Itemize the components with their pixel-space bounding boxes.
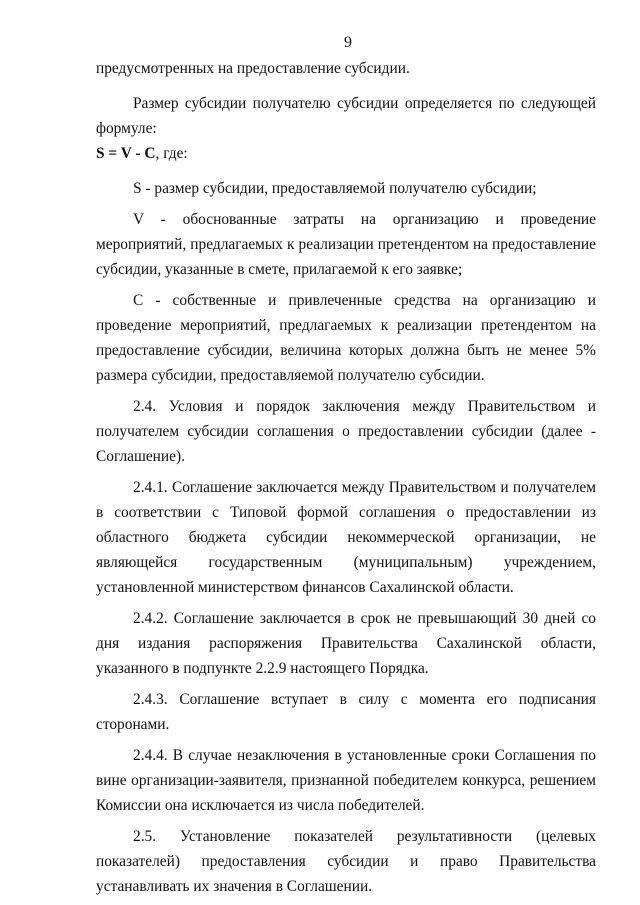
section-2-4-4: 2.4.4. В случае незаключения в установленные сроки Соглашения по вине организации-заявителя, признанной победителем конкурса, решением Комиссии она исключается из числа победителей.	[96, 747, 596, 814]
lead-line: предусмотренных на предоставление субсидии.	[96, 60, 410, 77]
definition-v: V - обоснованные затраты на организацию и проведение мероприятий, предлагаемых к реализации претендентом на предоставление субсидии, указанные в смете, прилагаемой к его заявке;	[96, 211, 596, 278]
formula-suffix: , где:	[155, 145, 188, 162]
page-number: 9	[344, 34, 352, 51]
formula	[96, 141, 596, 166]
definition-s: S - размер субсидии, предоставляемой получателю субсидии;	[133, 180, 537, 197]
section-2-4: 2.4. Условия и порядок заключения между Правительством и получателем субсидии соглашения о предоставлении субсидии (далее - Соглашение).	[96, 398, 596, 465]
formula-expression: S = V - C	[96, 145, 156, 162]
section-2-5: 2.5. Установление показателей результативности (целевых показателей) предоставления субсидии и право Правительства устанавливать их значения в Соглашении.	[96, 828, 596, 895]
definition-c: C - собственные и привлеченные средства на организацию и проведение мероприятий, предлагаемых к реализации претендентом на предоставление субсидии, величина которых должна быть не менее 5% размера субсидии, предоставляемой получателю субсидии.	[96, 292, 596, 384]
document-body	[96, 56, 596, 899]
section-2-4-2: 2.4.2. Соглашение заключается в срок не превышающий 30 дней со дня издания распоряжения Правительства Сахалинской области, указанного в подпункте 2.2.9 настоящего Порядка.	[96, 610, 596, 677]
section-2-4-1: 2.4.1. Соглашение заключается между Правительством и получателем в соответствии с Типовой формой соглашения о предоставлении из областного бюджета субсидии некоммерческой организации, не являющейся государственным (муниципальным) учреждением, установленной министерством финансов Сахалинской области.	[96, 479, 596, 596]
section-2-4-3: 2.4.3. Соглашение вступает в силу с момента его подписания сторонами.	[96, 691, 596, 733]
formula-intro: Размер субсидии получателю субсидии определяется по следующей формуле:	[96, 95, 596, 137]
